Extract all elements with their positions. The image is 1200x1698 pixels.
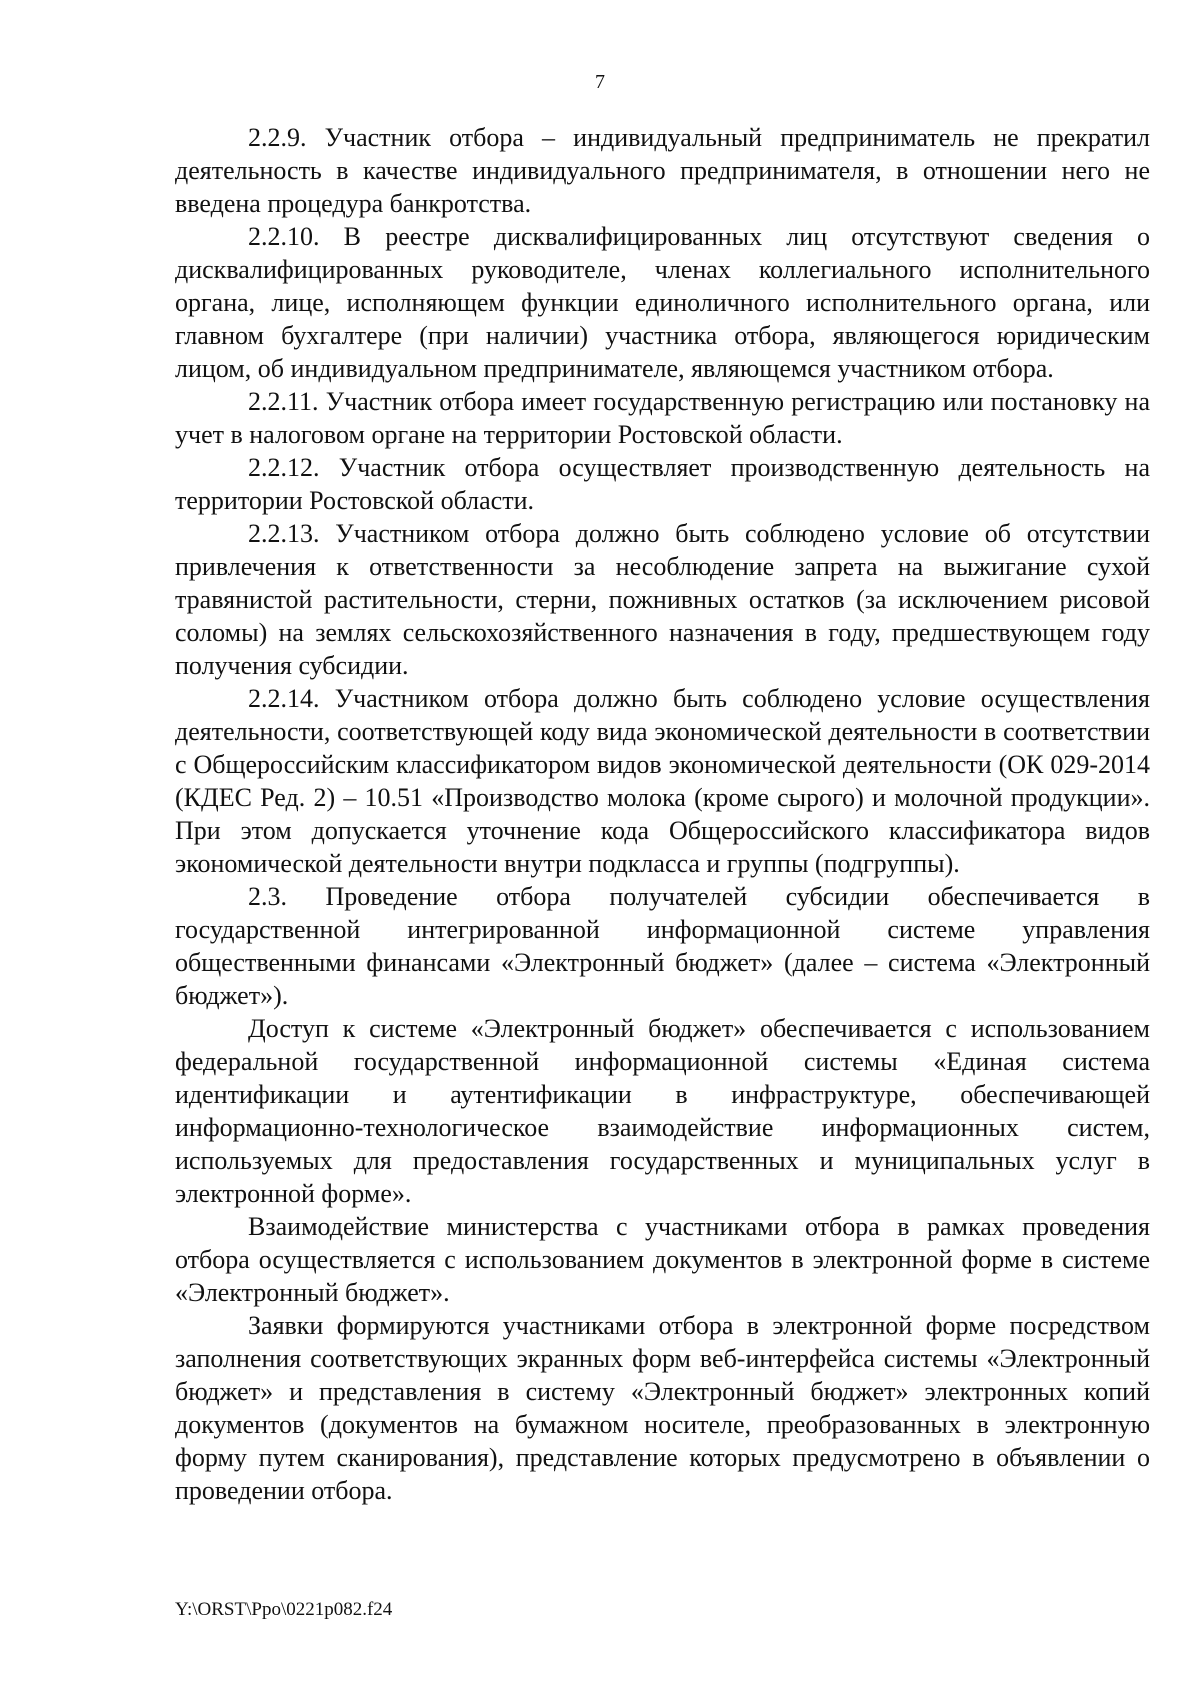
paragraph-2-2-11: 2.2.11. Участник отбора имеет государственную регистрацию или постановку на учет в налоговом органе на территории Ростовской области. — [175, 387, 1150, 449]
document-body — [175, 121, 1150, 1507]
page-number: 7 — [595, 71, 605, 93]
paragraph-2-2-9: 2.2.9. Участник отбора – индивидуальный предприниматель не прекратил деятельность в качестве индивидуального предпринимателя, в отношении него не введена процедура банкротства. — [175, 123, 1150, 218]
paragraph-applications: Заявки формируются участниками отбора в электронной форме посредством заполнения соответствующих экранных форм веб-интерфейса системы «Электронный бюджет» и представления в систему «Электронный бюджет» электронных копий документов (документов на бумажном носителе, преобразованных в электронную форму путем сканирования), представление которых предусмотрено в объявлении о проведении отбора. — [175, 1311, 1150, 1505]
paragraph-2-3: 2.3. Проведение отбора получателей субсидии обеспечивается в государственной интегрированной информационной системе управления общественными финансами «Электронный бюджет» (далее – система «Электронный бюджет»). — [175, 882, 1150, 1010]
paragraph-2-2-12: 2.2.12. Участник отбора осуществляет производственную деятельность на территории Ростовской области. — [175, 453, 1150, 515]
paragraph-2-2-10: 2.2.10. В реестре дисквалифицированных лиц отсутствуют сведения о дисквалифицированных руководителе, членах коллегиального исполнительного органа, лице, исполняющем функции единоличного исполнительного органа, или главном бухгалтере (при наличии) участника отбора, являющегося юридическим лицом, об индивидуальном предпринимателе, являющемся участником отбора. — [175, 222, 1150, 383]
paragraph-2-2-14: 2.2.14. Участником отбора должно быть соблюдено условие осуществления деятельности, соответствующей коду вида экономической деятельности в соответствии с Общероссийским классификатором видов экономической деятельности (ОК 029-2014 (КДЕС Ред. 2) – 10.51 «Производство молока (кроме сырого) и молочной продукции». При этом допускается уточнение кода Общероссийского классификатора видов экономической деятельности внутри подкласса и группы (подгруппы). — [175, 684, 1150, 878]
paragraph-ministry-interaction: Взаимодействие министерства с участниками отбора в рамках проведения отбора осуществляется с использованием документов в электронной форме в системе «Электронный бюджет». — [175, 1212, 1150, 1307]
paragraph-access-electronic-budget: Доступ к системе «Электронный бюджет» обеспечивается с использованием федеральной государственной информационной системы «Единая система идентификации и аутентификации в инфраструктуре, обеспечивающей информационно-технологическое взаимодействие информационных систем, используемых для предоставления государственных и муниципальных услуг в электронной форме». — [175, 1014, 1150, 1208]
paragraph-2-2-13: 2.2.13. Участником отбора должно быть соблюдено условие об отсутствии привлечения к ответственности за несоблюдение запрета на выжигание сухой травянистой растительности, стерни, пожнивных остатков (за исключением рисовой соломы) на землях сельскохозяйственного назначения в году, предшествующем году получения субсидии. — [175, 519, 1150, 680]
footer-file-path: Y:\ORST\Ppo\0221p082.f24 — [175, 1599, 393, 1620]
